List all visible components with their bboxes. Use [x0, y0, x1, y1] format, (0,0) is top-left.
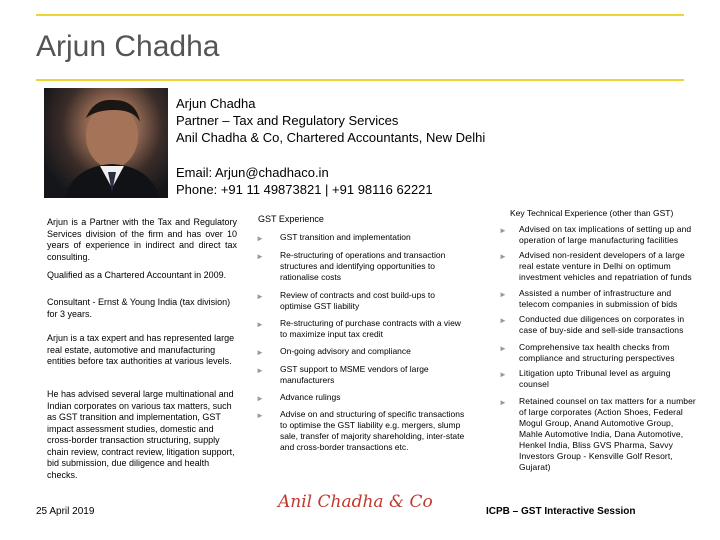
bullet-icon: ►	[256, 252, 264, 261]
profile-firm: Anil Chadha & Co, Chartered Accountants, New Delhi	[176, 130, 486, 145]
key-experience-item: Retained counsel on tax matters for a number of large corporates (Action Shoes, Federal Mogul Group, Anand Automotive Group, Mahle Automotive India, Dana Automotive, Henkel India, Bliss GVS Pharma, Savvy Investors Group - Kensville Golf Resort, Gujarat)	[519, 396, 696, 472]
profile-name: Arjun Chadha	[176, 96, 256, 111]
bio-paragraph: Arjun is a tax expert and has represented large real estate, automotive and manufacturing entities before tax authorities at various levels.	[47, 333, 235, 366]
bio-paragraph: Qualified as a Chartered Accountant in 2009.	[47, 270, 227, 280]
bullet-icon: ►	[256, 234, 264, 243]
bullet-icon: ►	[499, 344, 507, 353]
key-experience-item: Comprehensive tax health checks from compliance and structuring perspectives	[519, 342, 675, 363]
bullet-icon: ►	[499, 226, 507, 235]
profile-phone: Phone: +91 11 49873821 | +91 98116 62221	[176, 182, 433, 197]
profile-email[interactable]: Email: Arjun@chadhaco.in	[176, 165, 329, 180]
bullet-icon: ►	[256, 366, 264, 375]
bullet-icon: ►	[499, 316, 507, 325]
bullet-icon: ►	[256, 292, 264, 301]
gst-experience-item: On-going advisory and compliance	[280, 346, 411, 356]
key-experience-heading: Key Technical Experience (other than GST)	[510, 208, 674, 218]
key-experience-item: Advised on tax implications of setting up and operation of large manufacturing facilities	[519, 224, 692, 245]
key-experience-item: Advised non-resident developers of a large real estate venture in Delhi on optimum investment vehicles and repatriation of funds	[519, 250, 692, 282]
footer-date: 25 April 2019	[36, 506, 95, 517]
bio-paragraph: Consultant - Ernst & Young India (tax division) for 3 years.	[47, 297, 231, 319]
bio-paragraph: Arjun is a Partner with the Tax and Regulatory Services division of the firm and has over 10 years of experience in indirect and direct tax consulting.	[47, 217, 237, 262]
portrait-icon	[44, 88, 168, 198]
key-experience-item: Conducted due diligences on corporates in case of buy-side and sell-side transactions	[519, 314, 685, 335]
bullet-icon: ►	[256, 348, 264, 357]
portrait-photo	[44, 88, 168, 198]
profile-role: Partner – Tax and Regulatory Services	[176, 113, 399, 128]
title-divider	[36, 79, 684, 81]
bullet-icon: ►	[256, 411, 264, 420]
bullet-icon: ►	[256, 394, 264, 403]
key-experience-item: Assisted a number of infrastructure and telecom companies in submission of bids	[519, 288, 678, 309]
gst-experience-heading: GST Experience	[258, 214, 324, 224]
top-divider	[36, 14, 684, 16]
gst-experience-item: GST transition and implementation	[280, 232, 411, 242]
footer-event: ICPB – GST Interactive Session	[486, 506, 636, 517]
bullet-icon: ►	[499, 290, 507, 299]
page-title: Arjun Chadha	[36, 30, 220, 63]
bio-paragraph: He has advised several large multinational and Indian corporates on various tax matters, such as GST transition and implementation, GST impact assessment studies, domestic and cross-border transaction structuring, supply chain review, contract review, litigation support, bid submission, due diligence and health checks.	[47, 389, 235, 480]
bullet-icon: ►	[499, 370, 507, 379]
gst-experience-item: Re-structuring of operations and transaction structures and identifying opportunities to rationalise costs	[280, 250, 446, 282]
gst-experience-item: Review of contracts and cost build-ups to optimise GST liability	[280, 290, 435, 311]
key-experience-item: Litigation upto Tribunal level as arguing counsel	[519, 368, 671, 389]
footer-brand-logo: Anil Chadha & Co	[278, 492, 433, 512]
gst-experience-item: Advance rulings	[280, 392, 341, 402]
bullet-icon: ►	[499, 252, 507, 261]
bullet-icon: ►	[499, 398, 507, 407]
gst-experience-item: GST support to MSME vendors of large manufacturers	[280, 364, 429, 385]
gst-experience-item: Re-structuring of purchase contracts with a view to maximize input tax credit	[280, 318, 461, 339]
bullet-icon: ►	[256, 320, 264, 329]
gst-experience-item: Advise on and structuring of specific transactions to optimise the GST liability e.g. mergers, slump sale, transfer of majority shareholding, inter-state and cross-border transactions etc.	[280, 409, 465, 452]
